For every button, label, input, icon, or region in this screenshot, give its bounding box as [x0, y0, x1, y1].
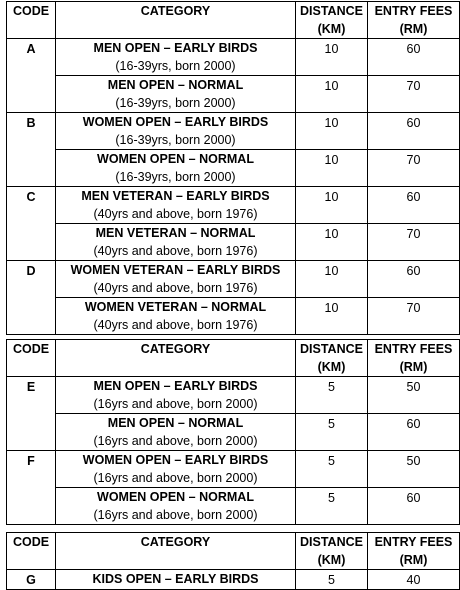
distance-cell: 5: [296, 414, 368, 451]
distance-cell: 5: [296, 488, 368, 525]
distance-cell: 10: [296, 39, 368, 76]
fee-cell: 70: [368, 76, 460, 113]
category-cell: MEN OPEN – NORMAL (16yrs and above, born 2000): [56, 414, 296, 451]
fee-cell: 60: [368, 414, 460, 451]
table-row: [7, 76, 460, 113]
header-entry-fees: ENTRY FEES (RM): [368, 533, 460, 570]
fee-cell: 70: [368, 298, 460, 335]
code-cell: A: [7, 39, 56, 113]
category-cell: WOMEN VETERAN – NORMAL (40yrs and above, born 1976): [56, 298, 296, 335]
category-cell: MEN VETERAN – NORMAL (40yrs and above, born 1976): [56, 224, 296, 261]
header-row: [7, 533, 460, 570]
fee-cell: 70: [368, 224, 460, 261]
fee-cell: 40: [368, 570, 460, 590]
code-cell: F: [7, 451, 56, 525]
category-cell: KIDS OPEN – EARLY BIRDS: [56, 570, 296, 590]
category-cell: WOMEN OPEN – EARLY BIRDS (16-39yrs, born 2000): [56, 113, 296, 150]
table-row: [7, 451, 460, 488]
category-cell: WOMEN VETERAN – EARLY BIRDS (40yrs and above, born 1976): [56, 261, 296, 298]
distance-cell: 10: [296, 113, 368, 150]
table-row: [7, 39, 460, 76]
distance-cell: 10: [296, 224, 368, 261]
header-code: CODE: [7, 340, 56, 377]
fees-table-kids: [6, 532, 460, 590]
fee-cell: 50: [368, 451, 460, 488]
distance-cell: 5: [296, 377, 368, 414]
header-category: CATEGORY: [56, 533, 296, 570]
category-cell: MEN OPEN – NORMAL (16-39yrs, born 2000): [56, 76, 296, 113]
table-row: [7, 377, 460, 414]
distance-cell: 10: [296, 76, 368, 113]
header-category: CATEGORY: [56, 2, 296, 39]
code-cell: C: [7, 187, 56, 261]
header-entry-fees: ENTRY FEES (RM): [368, 2, 460, 39]
table-row: [7, 261, 460, 298]
code-cell: B: [7, 113, 56, 187]
table-row: [7, 113, 460, 150]
table-row: [7, 298, 460, 335]
distance-cell: 10: [296, 261, 368, 298]
fees-table-10km: [6, 1, 460, 335]
category-cell: MEN OPEN – EARLY BIRDS (16-39yrs, born 2000): [56, 39, 296, 76]
header-distance: DISTANCE (KM): [296, 2, 368, 39]
code-cell: E: [7, 377, 56, 451]
header-row: [7, 340, 460, 377]
table-row: [7, 150, 460, 187]
table-row: [7, 187, 460, 224]
header-distance: DISTANCE (KM): [296, 533, 368, 570]
fee-cell: 70: [368, 150, 460, 187]
fee-cell: 60: [368, 39, 460, 76]
fee-cell: 60: [368, 488, 460, 525]
fee-cell: 60: [368, 187, 460, 224]
fee-cell: 50: [368, 377, 460, 414]
fees-table-5km: [6, 339, 460, 525]
category-cell: WOMEN OPEN – NORMAL (16-39yrs, born 2000): [56, 150, 296, 187]
distance-cell: 5: [296, 570, 368, 590]
header-row: [7, 2, 460, 39]
distance-cell: 5: [296, 451, 368, 488]
category-cell: WOMEN OPEN – NORMAL (16yrs and above, born 2000): [56, 488, 296, 525]
distance-cell: 10: [296, 150, 368, 187]
distance-cell: 10: [296, 298, 368, 335]
header-code: CODE: [7, 533, 56, 570]
category-cell: MEN VETERAN – EARLY BIRDS (40yrs and above, born 1976): [56, 187, 296, 224]
fee-cell: 60: [368, 113, 460, 150]
code-cell: G: [7, 570, 56, 590]
fee-cell: 60: [368, 261, 460, 298]
code-cell: D: [7, 261, 56, 335]
header-distance: DISTANCE (KM): [296, 340, 368, 377]
category-cell: WOMEN OPEN – EARLY BIRDS (16yrs and above, born 2000): [56, 451, 296, 488]
table-row: [7, 414, 460, 451]
distance-cell: 10: [296, 187, 368, 224]
header-code: CODE: [7, 2, 56, 39]
header-entry-fees: ENTRY FEES (RM): [368, 340, 460, 377]
header-category: CATEGORY: [56, 340, 296, 377]
table-row: [7, 224, 460, 261]
table-row: [7, 488, 460, 525]
category-cell: MEN OPEN – EARLY BIRDS (16yrs and above, born 2000): [56, 377, 296, 414]
